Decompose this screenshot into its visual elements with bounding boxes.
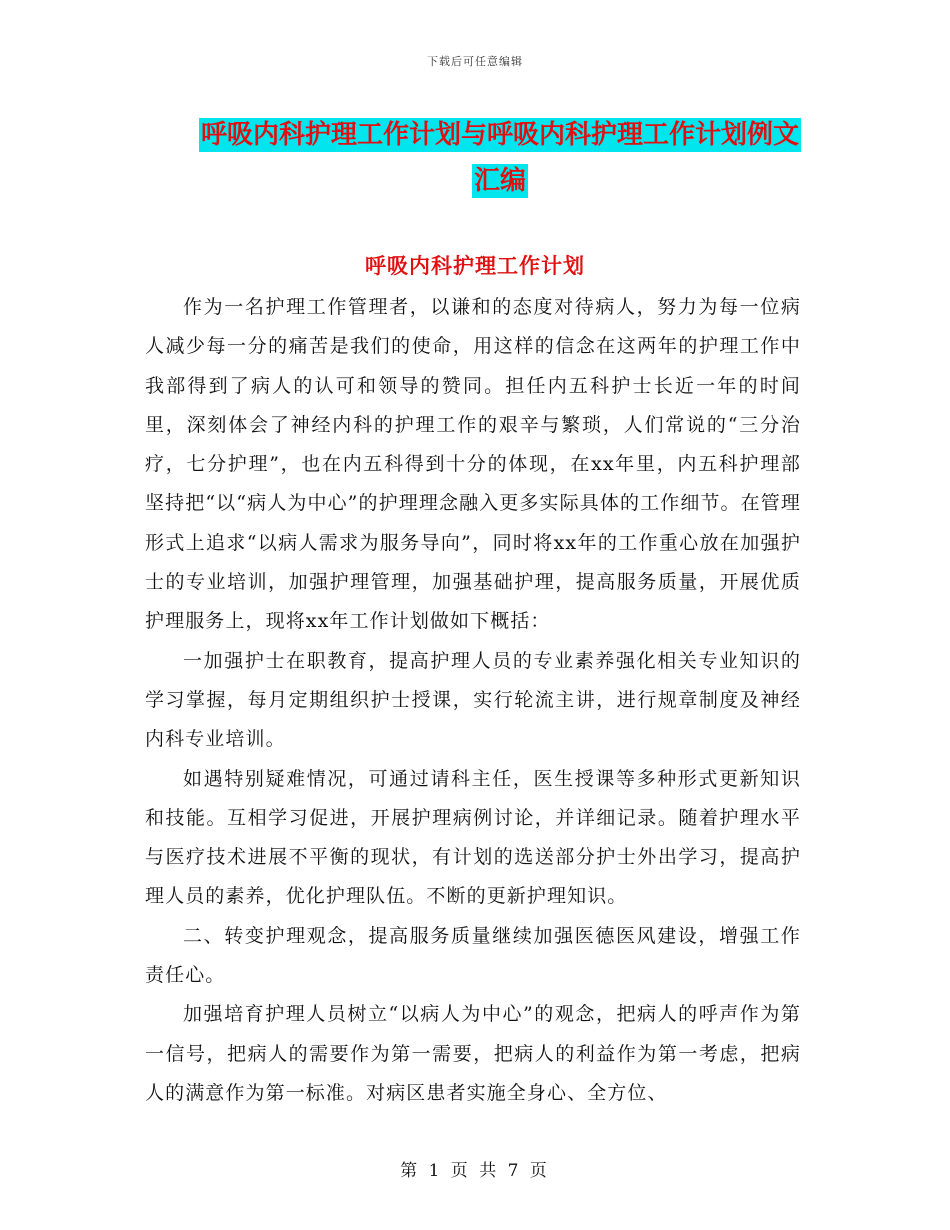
body-paragraph: 如遇特别疑难情况，可通过请科主任，医生授课等多种形式更新知识和技能。互相学习促进，开展护理病例讨论，并详细记录。随着护理水平与医疗技术进展不平衡的现状，有计划的选送部分护士外出学习，提高护理人员的素养，优化护理队伍。不断的更新护理知识。 xyxy=(145,767,801,908)
section-title: 呼吸内科护理工作计划 xyxy=(365,254,585,278)
header-note: 下载后可任意编辑 xyxy=(427,55,523,68)
body-paragraph: 一加强护士在职教育，提高护理人员的专业素养强化相关专业知识的学习掌握，每月定期组织护士授课，实行轮流主讲，进行规章制度及神经内科专业培训。 xyxy=(145,649,801,751)
body-paragraph: 加强培育护理人员树立“以病人为中心”的观念，把病人的呼声作为第一信号，把病人的需要作为第一需要，把病人的利益作为第一考虑，把病人的满意作为第一标准。对病区患者实施全身心、全方位、 xyxy=(145,1003,801,1104)
body-paragraph: 作为一名护理工作管理者，以谦和的态度对待病人，努力为每一位病人减少每一分的痛苦是我们的使命，用这样的信念在这两年的护理工作中我部得到了病人的认可和领导的赞同。担任内五科护士长近一年的时间里，深刻体会了神经内科的护理工作的艰辛与繁琐，人们常说的“三分治疗，七分护理”，也在内五科得到十分的体现，在xx年里，内五科护理部坚持把“以“病人为中心”的护理理念融入更多实际具体的工作细节。在管理形式上追求“以病人需求为服务导向”，同时将xx年的工作重心放在加强护士的专业培训，加强护理管理，加强基础护理，提高服务质量，开展优质护理服务上，现将xx年工作计划做如下概括： xyxy=(145,296,801,633)
document-title xyxy=(150,112,850,204)
document-body xyxy=(145,288,801,1113)
body-paragraph: 二、转变护理观念，提高服务质量继续加强医德医风建设，增强工作责任心。 xyxy=(145,924,801,987)
page-footer: 第 1 页 共 7 页 xyxy=(400,1161,550,1181)
document-title-line-2: 汇编 xyxy=(473,166,526,196)
document-title-line-1: 呼吸内科护理工作计划与呼吸内科护理工作计划例文 xyxy=(200,120,799,150)
